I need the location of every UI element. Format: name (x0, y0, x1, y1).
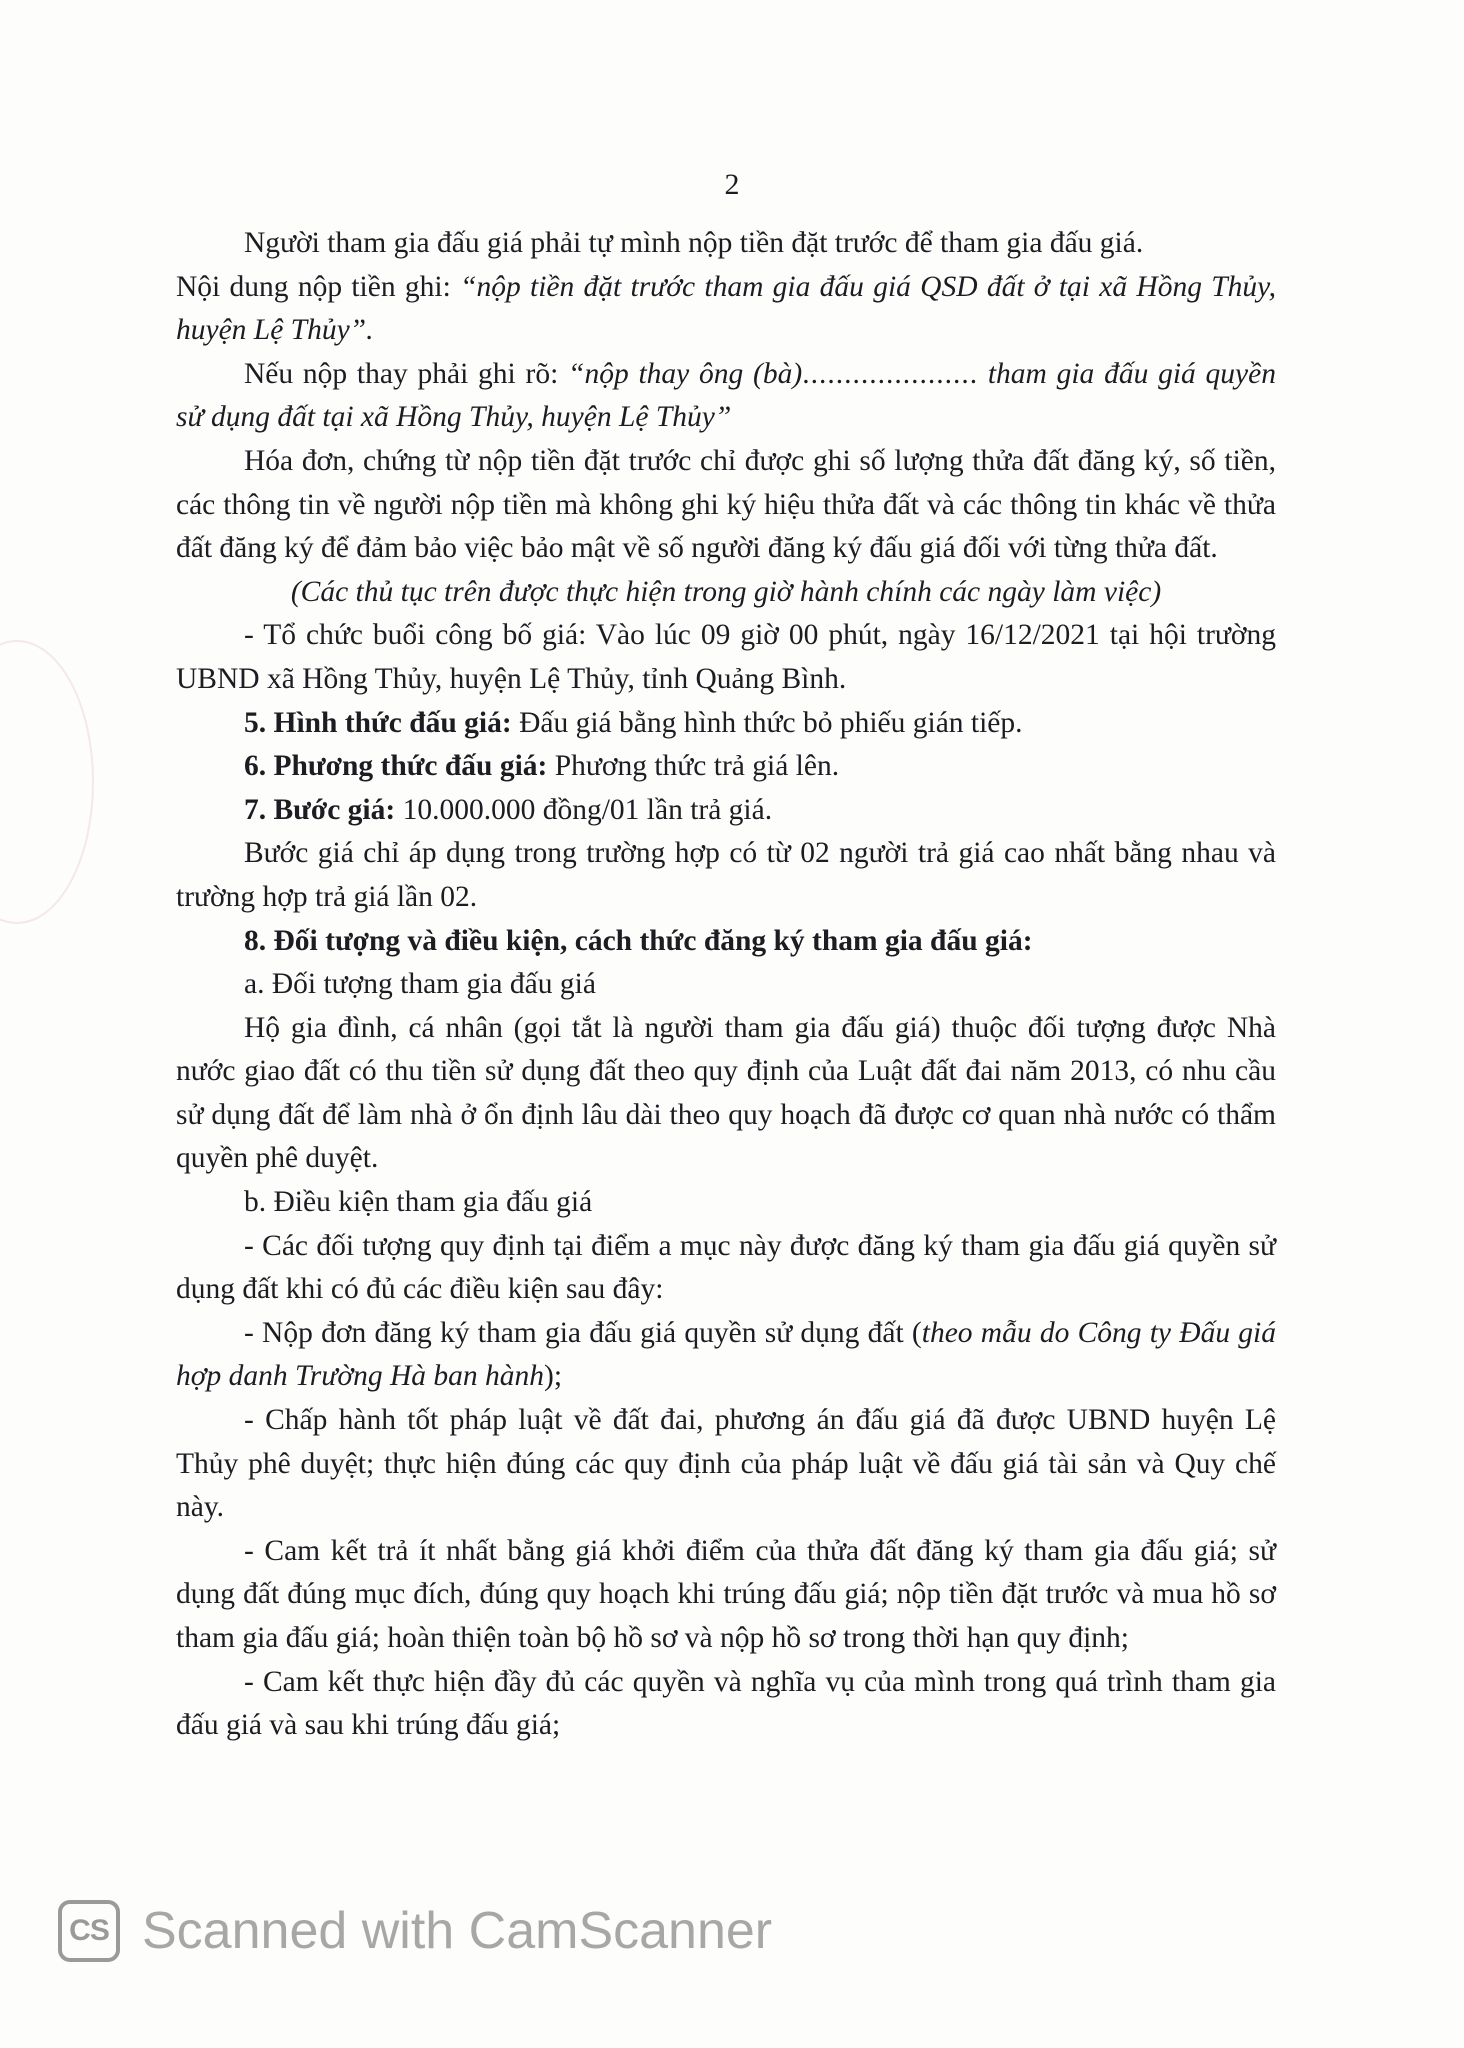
paragraph-comply-law (176, 1399, 1276, 1530)
section-7-price-step (176, 789, 1276, 833)
paragraph-text: - Các đối tượng quy định tại điểm a mục này được đăng ký tham gia đấu giá quyền sử dụng đất khi có đủ các điều kiện sau đây: (176, 1229, 1276, 1306)
paragraph-text-end: ); (544, 1360, 563, 1393)
section-8-heading (176, 920, 1276, 964)
paragraph-commit-starting-price (176, 1530, 1276, 1661)
paragraph-payment-content (176, 266, 1276, 353)
subsection-heading: b. Điều kiện tham gia đấu giá (244, 1186, 593, 1219)
paragraph-text: Bước giá chỉ áp dụng trong trường hợp có từ 02 người trả giá cao nhất bằng nhau và trường hợp trả giá lần 02. (176, 837, 1276, 913)
camscanner-watermark-text: Scanned with CamScanner (142, 1902, 773, 1960)
paragraph-invoice-rules (176, 440, 1276, 571)
paragraph-eligible-participants (176, 1007, 1276, 1181)
paragraph-submit-application (176, 1312, 1276, 1399)
paragraph-text: Người tham gia đấu giá phải tự mình nộp tiền đặt trước để tham gia đấu giá. (244, 227, 1144, 259)
paragraph-commit-obligations (176, 1661, 1276, 1748)
proxy-note-italic-end: tham gia đấu giá quyền sử dụng đất tại xã Hồng Thủy, huyện Lệ Thủy” (176, 357, 1276, 434)
section-text: Đấu giá bằng hình thức bỏ phiếu gián tiếp. (511, 706, 1023, 739)
paragraph-price-announcement (176, 614, 1276, 701)
payment-note-italic: “nộp tiền đặt trước tham gia đấu giá QSD đất ở tại xã Hồng Thủy, huyện Lệ Thủy”. (176, 270, 1276, 347)
paragraph-conditions-intro (176, 1225, 1276, 1312)
fill-in-dots: ..................... (802, 357, 979, 390)
paragraph-text: - Cam kết thực hiện đầy đủ các quyền và nghĩa vụ của mình trong quá trình tham gia đấu giá và sau khi trúng đấu giá; (176, 1665, 1276, 1742)
subsection-8a-heading (176, 963, 1276, 1007)
paragraph-working-hours-note (176, 571, 1276, 615)
paragraph-text: Nếu nộp thay phải ghi rõ: (244, 357, 569, 390)
paragraph-text: - Chấp hành tốt pháp luật về đất đai, phương án đấu giá đã được UBND huyện Lệ Thủy phê duyệt; thực hiện đúng các quy định của pháp luật về đấu giá tài sản và Quy chế này. (176, 1404, 1276, 1524)
section-heading: 8. Đối tượng và điều kiện, cách thức đăng ký tham gia đấu giá: (244, 924, 1033, 957)
form-reference-italic: theo mẫu do Công ty Đấu giá hợp danh Trường Hà ban hành (176, 1316, 1277, 1393)
section-heading: 7. Bước giá: (244, 793, 396, 826)
paragraph-text: - Cam kết trả ít nhất bằng giá khởi điểm của thửa đất đăng ký tham gia đấu giá; sử dụng đất đúng mục đích, đúng quy hoạch khi trúng đấu giá; nộp tiền đặt trước và mua hồ sơ tham gia đấu giá; hoàn thiện toàn bộ hồ sơ và nộp hồ sơ trong thời hạn quy định; (176, 1534, 1276, 1654)
section-5-auction-form (176, 702, 1276, 746)
paragraph-text: Hóa đơn, chứng từ nộp tiền đặt trước chỉ được ghi số lượng thửa đất đăng ký, số tiền, các thông tin về người nộp tiền mà không ghi ký hiệu thửa đất và các thông tin khác về thửa đất đăng ký để đảm bảo việc bảo mật về số người đăng ký đấu giá đối với từng thửa đất. (176, 444, 1276, 565)
subsection-8b-heading (176, 1181, 1276, 1225)
paragraph-deposit-self (176, 222, 1276, 266)
section-heading: 5. Hình thức đấu giá: (244, 706, 512, 739)
proxy-note-italic: “nộp thay ông (bà) (568, 357, 803, 390)
paragraph-proxy-payment (176, 353, 1276, 440)
section-6-auction-method (176, 745, 1276, 789)
document-body (176, 222, 1276, 1748)
paragraph-text: - Nộp đơn đăng ký tham gia đấu giá quyền sử dụng đất ( (244, 1316, 922, 1349)
section-heading: 6. Phương thức đấu giá: (244, 750, 548, 783)
paragraph-text: - Tổ chức buổi công bố giá: Vào lúc 09 giờ 00 phút, ngày 16/12/2021 tại hội trường UBND xã Hồng Thủy, huyện Lệ Thủy, tỉnh Quảng Bình. (176, 619, 1276, 695)
page-number: 2 (724, 168, 740, 201)
section-text: Phương thức trả giá lên. (547, 750, 840, 783)
camscanner-logo-icon: CS (58, 1900, 120, 1962)
section-text: 10.000.000 đồng/01 lần trả giá. (395, 793, 773, 826)
paragraph-text: (Các thủ tục trên được thực hiện trong giờ hành chính các ngày làm việc) (290, 575, 1162, 608)
paragraph-text: Hộ gia đình, cá nhân (gọi tắt là người tham gia đấu giá) thuộc đối tượng được Nhà nước giao đất có thu tiền sử dụng đất theo quy định của Luật đất đai năm 2013, có nhu cầu sử dụng đất để làm nhà ở ổn định lâu dài theo quy hoạch đã được cơ quan nhà nước có thẩm quyền phê duyệt. (176, 1011, 1276, 1175)
subsection-heading: a. Đối tượng tham gia đấu giá (244, 968, 596, 1001)
paragraph-text: Nội dung nộp tiền ghi: (176, 270, 461, 303)
faint-stamp-mark (0, 640, 94, 924)
paragraph-price-step-applies (176, 832, 1276, 919)
